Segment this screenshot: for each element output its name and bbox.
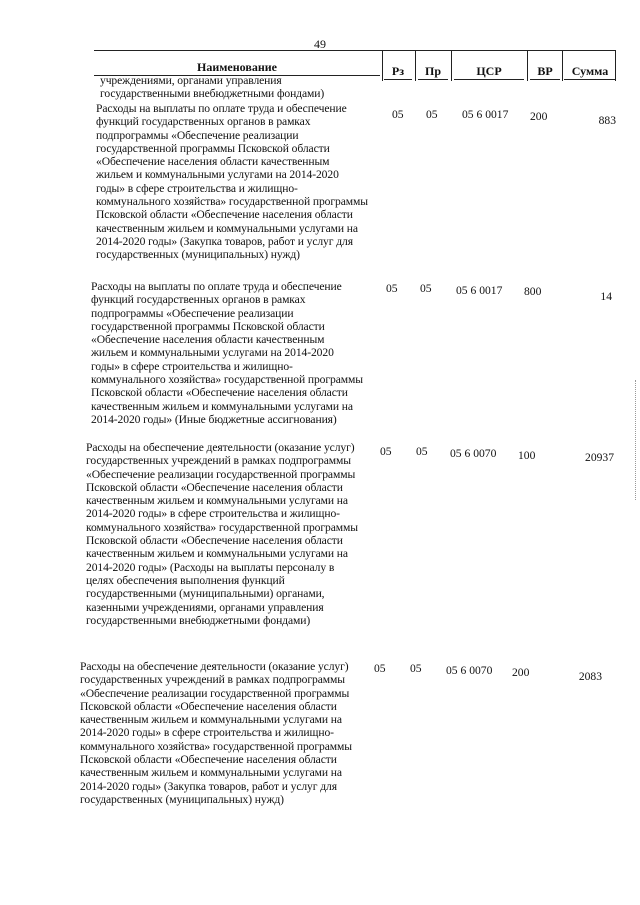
row-rz: 05 [386,282,398,295]
row-pr: 05 [416,445,428,458]
row-csr: 05 6 0070 [446,664,493,677]
row-rz: 05 [392,108,404,121]
row-sum: 2083 [578,670,602,683]
column-divider [562,51,563,81]
row-vr: 100 [518,449,536,462]
header-csr: ЦСР [454,55,524,80]
row-vr: 800 [524,285,542,298]
row-sum: 883 [598,114,616,127]
row-rz: 05 [374,662,386,675]
header-vr: ВР [530,55,560,80]
row-vr: 200 [530,110,548,123]
header-name: Наименование [94,51,380,76]
continuation-text: учреждениями, органами управления государственными внебюджетными фондами) [100,74,325,101]
row-csr: 05 6 0070 [450,447,497,460]
scan-edge-artifact [633,380,636,500]
row-pr: 05 [426,108,438,121]
column-divider [615,51,616,81]
row-csr: 05 6 0017 [462,108,509,121]
row-vr: 200 [512,666,530,679]
column-divider [382,51,383,81]
header-sum: Сумма [564,55,616,80]
header-rz: Рз [384,55,412,80]
row-csr: 05 6 0017 [456,284,503,297]
row-name: Расходы на выплаты по оплате труда и обеспечение функций государственных органов в рамках подпрограммы «Обеспечение реализации государственной программы Псковской области «Обеспечение населения области качественным жильем и коммунальными услугами на 2014-2020 годы» в сфере строительства и жилищно-коммунального хозяйства» государственной программы Псковской области «Обеспечение населения области качественным жильем и коммунальными услугами на 2014-2020 годы» (Закупка товаров, работ и услуг для государственных (муниципальных) нужд) [96,102,368,262]
header-pr: Пр [418,55,448,80]
row-name: Расходы на выплаты по оплате труда и обеспечение функций государственных органов в рамках подпрограммы «Обеспечение реализации государственной программы Псковской области «Обеспечение населения области качественным жильем и коммунальными услугами на 2014-2020 годы» в сфере строительства и жилищно-коммунального хозяйства» государственной программы Псковской области «Обеспечение населения области качественным жильем и коммунальными услугами на 2014-2020 годы» (Иные бюджетные ассигнования) [91,280,363,426]
row-pr: 05 [410,662,422,675]
column-divider [527,51,528,81]
row-sum: 14 [600,290,612,303]
row-name: Расходы на обеспечение деятельности (оказание услуг) государственных учреждений в рамках подпрограммы «Обеспечение реализации государственной программы Псковской области «Обеспечение населения области качественным жильем и коммунальными услугами на 2014-2020 годы» в сфере строительства и жилищно-коммунального хозяйства» государственной программы Псковской области «Обеспечение населения области качественным жильем и коммунальными услугами на 2014-2020 годы» (Расходы на выплаты персоналу в целях обеспечения выполнения функций государственными (муниципальными) органами, казенными учреждениями, органами управления государственными внебюджетными фондами) [86,441,358,627]
row-name: Расходы на обеспечение деятельности (оказание услуг) государственных учреждений в рамках подпрограммы «Обеспечение реализации государственной программы Псковской области «Обеспечение населения области качественным жильем и коммунальными услугами на 2014-2020 годы» в сфере строительства и жилищно-коммунального хозяйства» государственной программы Псковской области «Обеспечение населения области качественным жильем и коммунальными услугами на 2014-2020 годы» (Закупка товаров, работ и услуг для государственных (муниципальных) нужд) [80,660,352,806]
column-divider [451,51,452,81]
row-sum: 20937 [585,451,614,464]
row-rz: 05 [380,445,392,458]
row-pr: 05 [420,282,432,295]
column-divider [415,51,416,81]
page-number: 49 [314,37,326,51]
